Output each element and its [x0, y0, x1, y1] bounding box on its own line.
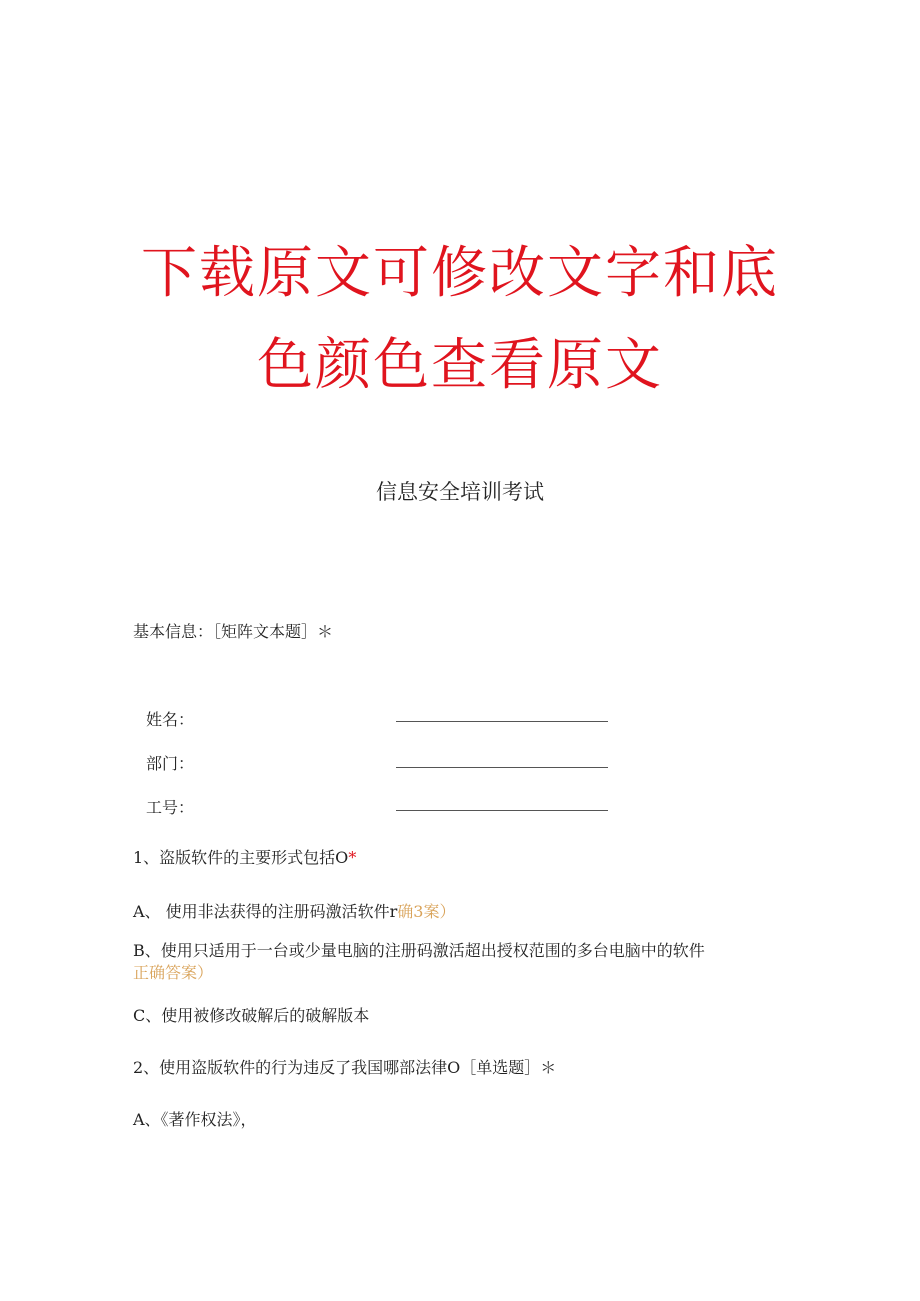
question-1-text: 1、盗版软件的主要形式包括O — [133, 848, 349, 867]
option-c-text: C、使用被修改破解后的破解版本 — [133, 1006, 370, 1025]
required-mark: * — [348, 848, 357, 867]
question-1-option-b[interactable] — [133, 940, 778, 984]
question-2-stem: 2、使用盗版软件的行为违反了我国哪部法律O［单选题］＊ — [133, 1058, 557, 1077]
question-2-option-a[interactable] — [133, 1109, 257, 1131]
option-b-text: B、使用只适用于一台或少量电脑的注册码激活超出授权范围的多台电脑中的软件 — [133, 941, 705, 960]
question-1-option-c[interactable] — [133, 1005, 369, 1027]
banner-line-1: 下载原文可修改文字和底 — [141, 241, 779, 306]
employee-id-field[interactable] — [396, 810, 608, 811]
name-label: 姓名： — [146, 710, 195, 729]
banner-line-2: 色颜色查看原文 — [257, 333, 663, 398]
basic-info-heading: 基本信息：［矩阵文本题］＊ — [133, 622, 334, 641]
option-a-answer-tag: 确3案） — [397, 902, 456, 921]
document-title: 信息安全培训考试 — [376, 480, 544, 504]
option-a-text: A、 使用非法获得的注册码激活软件r — [133, 902, 398, 921]
name-field[interactable] — [396, 721, 608, 722]
question-1-stem — [133, 847, 356, 869]
employee-id-label: 工号： — [146, 798, 195, 817]
q2-option-a-text: A、《著作权法》， — [133, 1110, 257, 1129]
question-1-option-a[interactable] — [133, 901, 455, 923]
option-b-answer-tag: 正确答案） — [133, 963, 214, 982]
department-label: 部门： — [146, 754, 195, 773]
department-field[interactable] — [396, 767, 608, 768]
